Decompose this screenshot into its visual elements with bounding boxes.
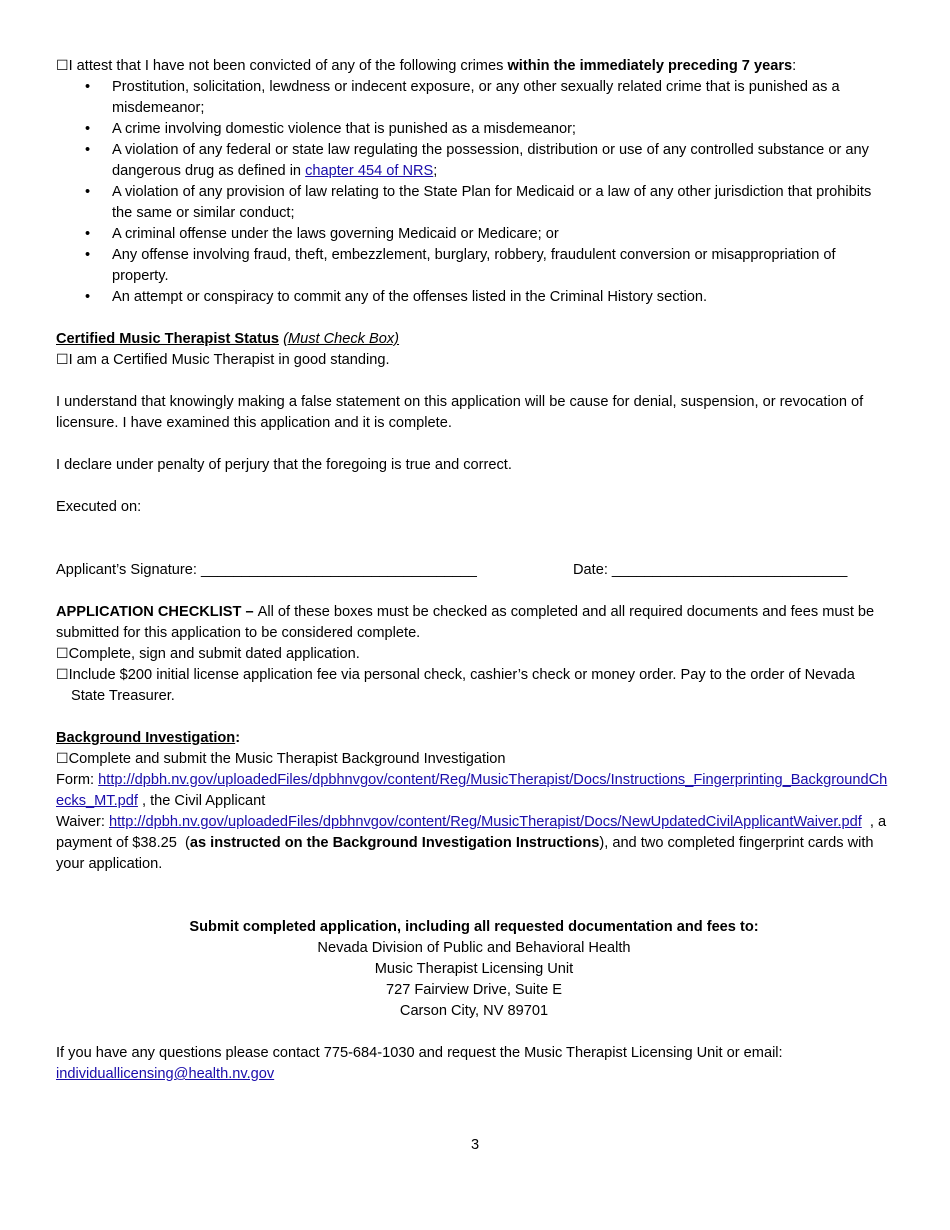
bullet-icon: • xyxy=(85,142,91,158)
checklist-item-application: ☐Complete, sign and submit dated application. xyxy=(56,646,360,662)
address-line: Music Therapist Licensing Unit xyxy=(374,961,574,977)
background-checkbox[interactable]: ☐ xyxy=(56,751,69,767)
declare-paragraph: I declare under penalty of perjury that the foregoing is true and correct. xyxy=(56,457,512,473)
attest-checkbox[interactable]: ☐ xyxy=(56,58,69,74)
crimes-list xyxy=(56,77,892,308)
checklist-checkbox-fee[interactable]: ☐ xyxy=(56,667,69,683)
list-item: • Any offense involving fraud, theft, embezzlement, burglary, robbery, fraudulent conversion or misappropriation of property. xyxy=(85,247,836,284)
list-item: • An attempt or conspiracy to commit any of the offenses listed in the Criminal History section. xyxy=(56,287,892,308)
checklist-title: APPLICATION CHECKLIST – xyxy=(56,604,258,620)
bullet-icon: • xyxy=(85,184,91,200)
nrs-chapter-link[interactable]: chapter 454 of NRS xyxy=(305,163,434,179)
list-item: • A violation of any federal or state law regulating the possession, distribution or use of any controlled substance or any dangerous drug as defined in chapter 454 of NRS; xyxy=(85,142,869,179)
checklist-checkbox-application[interactable]: ☐ xyxy=(56,646,69,662)
bullet-icon: • xyxy=(85,79,91,95)
certified-checkbox[interactable]: ☐ xyxy=(56,352,69,368)
bullet-icon: • xyxy=(85,226,91,242)
certified-heading: Certified Music Therapist Status (Must Check Box) xyxy=(56,331,400,347)
attest-emphasis: within the immediately preceding 7 years xyxy=(507,58,793,74)
bullet-icon: • xyxy=(85,121,91,137)
document-page xyxy=(56,56,892,1085)
civil-applicant-waiver-link[interactable]: http://dpbh.nv.gov/uploadedFiles/dpbhnvgov/content/Reg/MusicTherapist/Docs/NewUpdatedCivilApplicantWaiver.pdf xyxy=(108,814,862,830)
address-line: Carson City, NV 89701 xyxy=(399,1003,549,1019)
checklist-intro: APPLICATION CHECKLIST – All of these boxes must be checked as completed and all required documents and fees must be submitted for this application to be considered complete. xyxy=(56,604,875,641)
understand-paragraph: I understand that knowingly making a false statement on this application will be cause for denial, suspension, or revocation of licensure. I have examined this application and it is complete. xyxy=(56,394,864,431)
bullet-icon: • xyxy=(85,289,91,305)
contact-email-link[interactable]: individuallicensing@health.nv.gov xyxy=(56,1066,275,1082)
background-heading: Background Investigation: xyxy=(56,730,241,746)
address-line: Nevada Division of Public and Behavioral Health xyxy=(317,940,631,956)
list-item: • A crime involving domestic violence that is punished as a misdemeanor; xyxy=(56,119,892,140)
page-number: 3 xyxy=(470,1137,480,1153)
list-item: • Prostitution, solicitation, lewdness or indecent exposure, or any other sexually related crime that is punished as a misdemeanor; xyxy=(85,79,840,116)
date-field[interactable]: Date: _____________________________ xyxy=(573,562,848,578)
executed-on-label: Executed on: xyxy=(56,499,142,515)
contact-paragraph: If you have any questions please contact 775-684-1030 and request the Music Therapist Licensing Unit or email: individuallicensing@health.nv.gov xyxy=(56,1045,783,1082)
attest-statement: ☐I attest that I have not been convicted of any of the following crimes within the immediately preceding 7 years: xyxy=(56,58,797,74)
list-item: • A criminal offense under the laws governing Medicaid or Medicare; or xyxy=(56,224,892,245)
signature-row xyxy=(56,560,892,581)
bullet-icon: • xyxy=(85,247,91,263)
background-waiver-paragraph: Waiver: http://dpbh.nv.gov/uploadedFiles/dpbhnvgov/content/Reg/MusicTherapist/Docs/NewUpdatedCivilApplicantWaiver.pdf , a payment of $38.25 (as instructed on the Background Investigation Instructions), and two completed fingerprint cards with your application. xyxy=(56,814,891,872)
background-item: ☐Complete and submit the Music Therapist Background Investigation xyxy=(56,751,506,767)
certified-statement: ☐I am a Certified Music Therapist in good standing. xyxy=(56,352,390,368)
fingerprinting-instructions-link[interactable]: http://dpbh.nv.gov/uploadedFiles/dpbhnvgov/content/Reg/MusicTherapist/Docs/Instructions_Fingerprinting_BackgroundChecks_MT.pdf xyxy=(56,772,888,809)
submit-heading: Submit completed application, including all requested documentation and fees to: xyxy=(189,919,759,935)
list-item: • A violation of any provision of law relating to the State Plan for Medicaid or a law of any other jurisdiction that prohibits the same or similar conduct; xyxy=(85,184,872,221)
address-line: 727 Fairview Drive, Suite E xyxy=(385,982,562,998)
checklist-item-fee: ☐Include $200 initial license application fee via personal check, cashier’s check or money order. Pay to the order of Nevada State Treasurer. xyxy=(56,667,855,704)
applicant-signature-field[interactable]: Applicant’s Signature: __________________________________ xyxy=(56,562,477,578)
background-form-paragraph: Form: http://dpbh.nv.gov/uploadedFiles/dpbhnvgov/content/Reg/MusicTherapist/Docs/Instructions_Fingerprinting_BackgroundChecks_MT.pdf , the Civil Applicant xyxy=(56,772,888,809)
submit-address-block xyxy=(56,917,892,1022)
